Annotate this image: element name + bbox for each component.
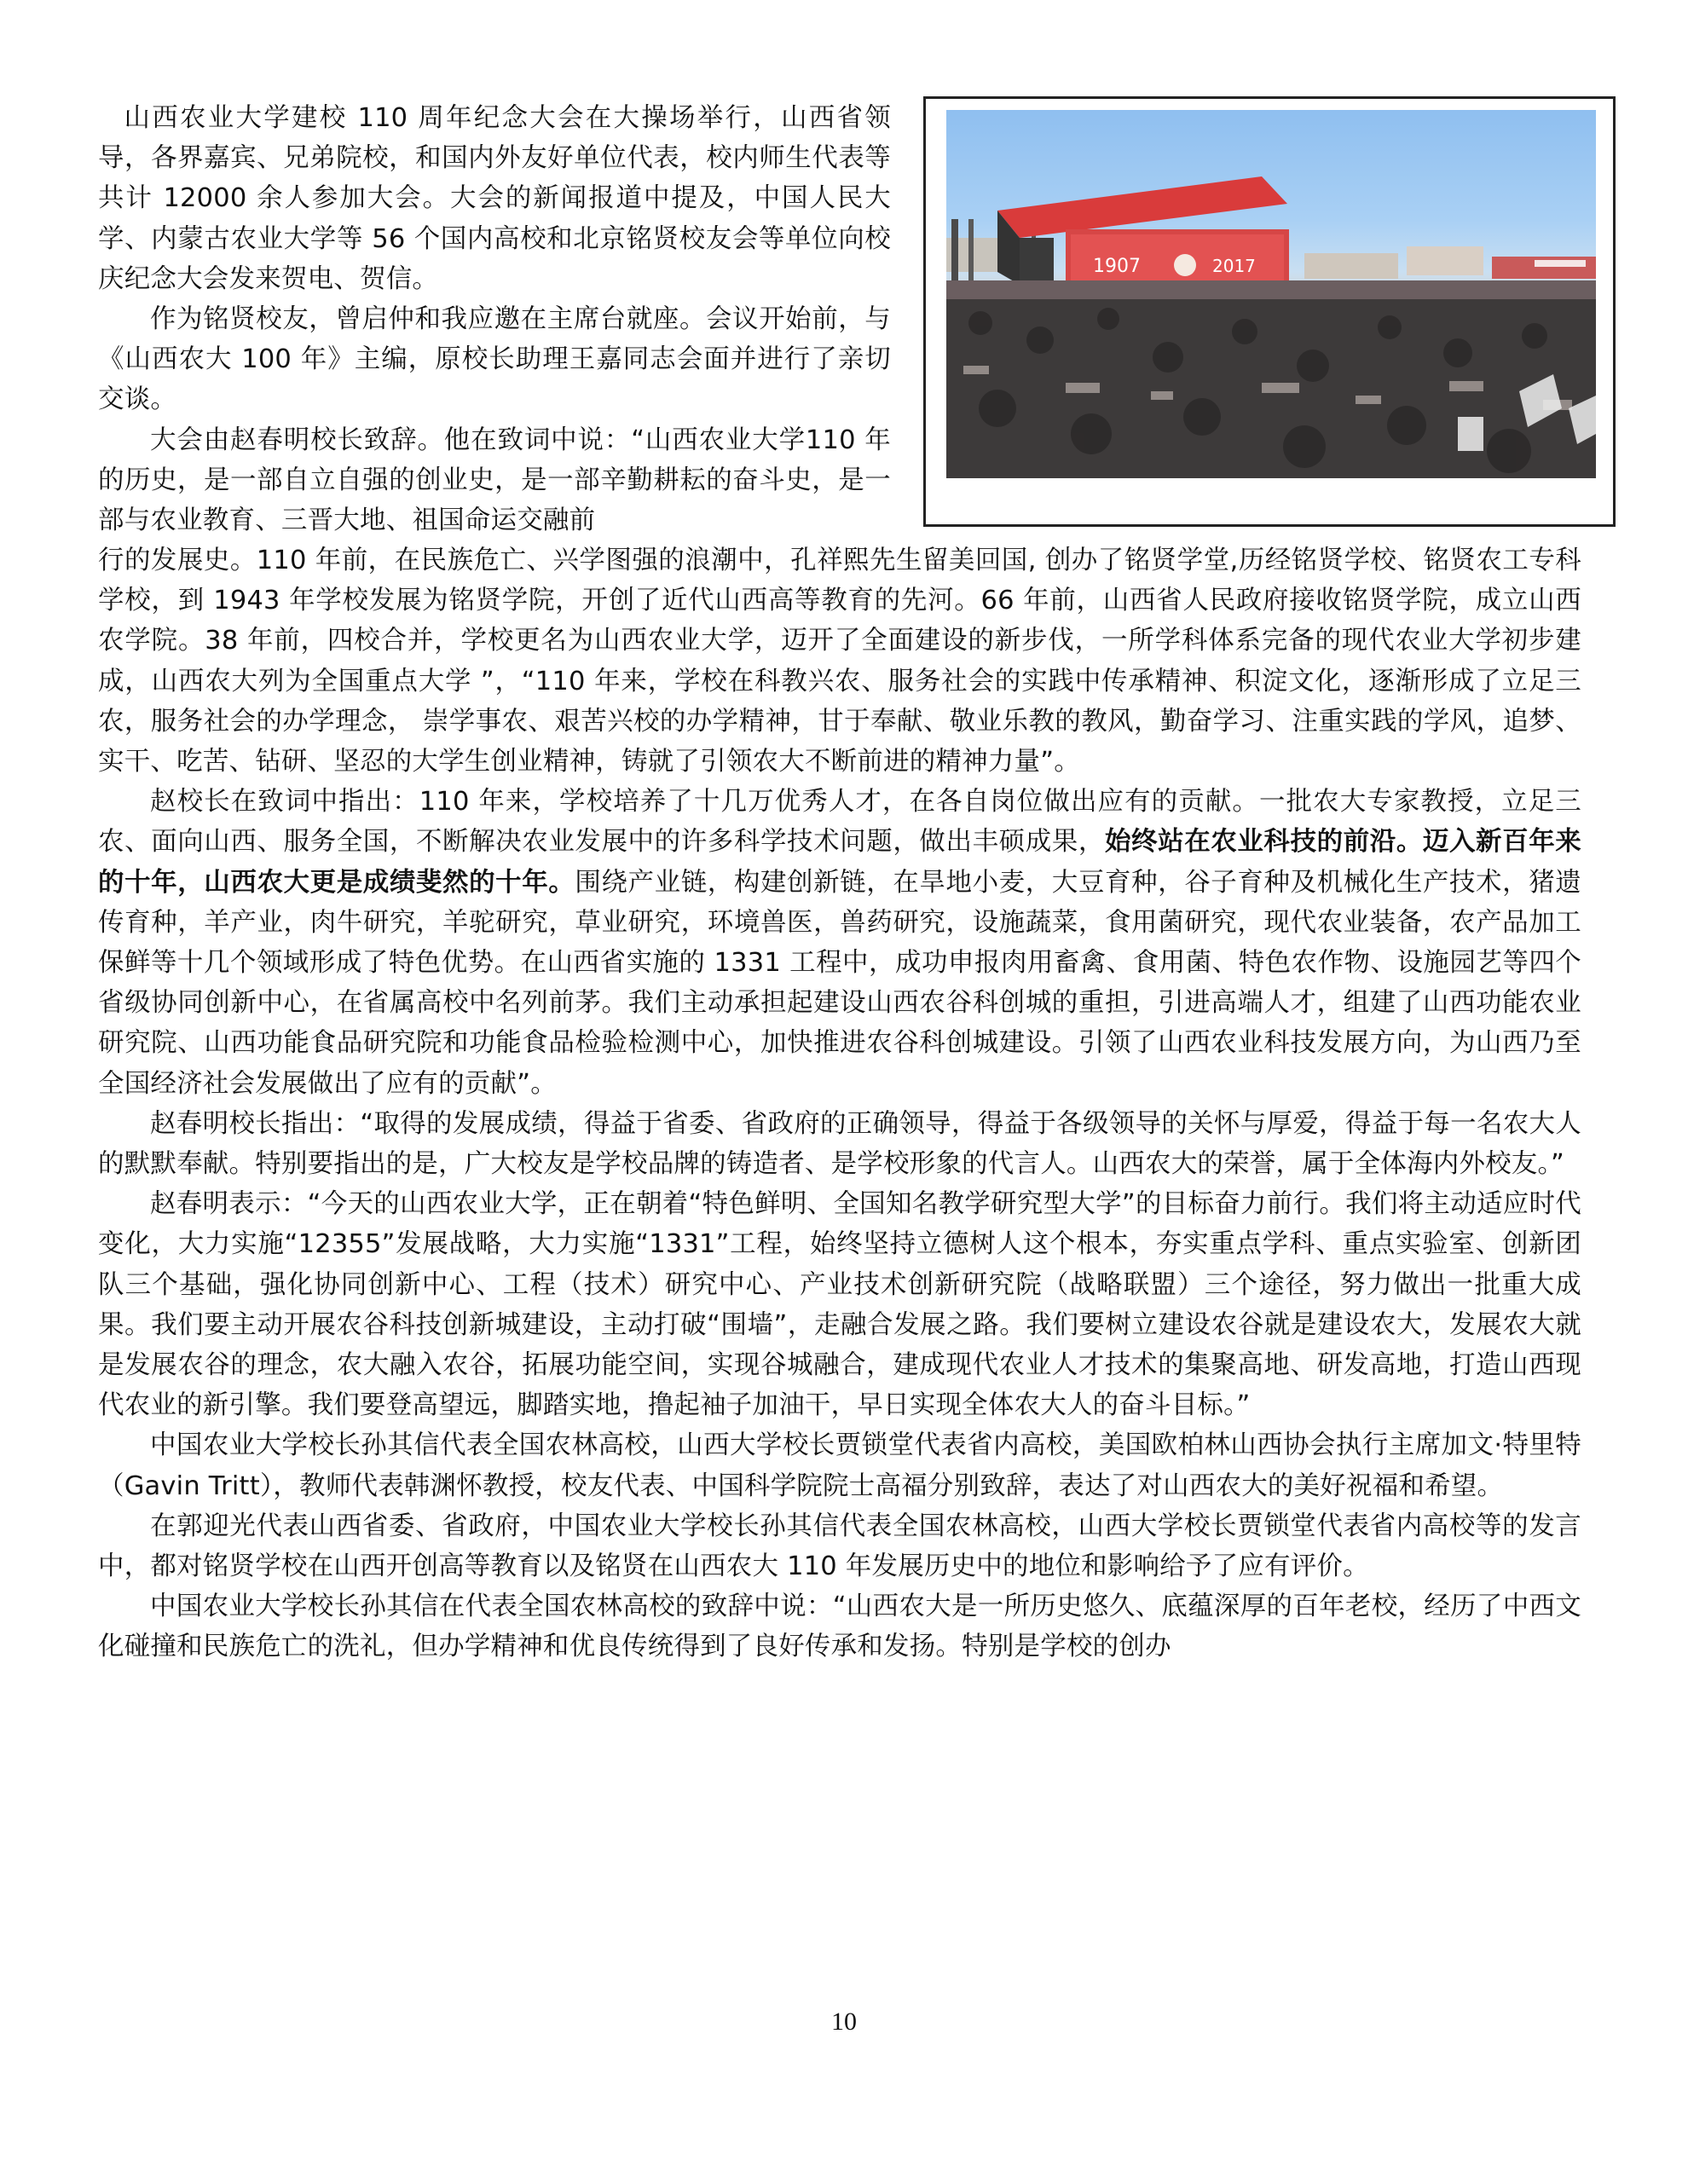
main-text-body	[98, 540, 1581, 1667]
paragraph-4-part-a: 赵校长在致词中指出：110 年来，学校培养了十几万优秀人才，在各自岗位做出应有的贡献。一批农大专家教授，立足三农、面向山西、服务全国，不断解决农业发展中的许多科学技术问题，做出丰硕成果，	[98, 787, 1581, 858]
paragraph-4-emphasis: 始终站在农业科技的前沿。迈入新百年来的十年，山西农大更是成绩斐然的十年。	[98, 827, 1581, 898]
paragraph-8: 在郭迎光代表山西省委、省政府，中国农业大学校长孙其信代表全国农林高校，山西大学校长贾锁堂代表省内高校等的发言中，都对铭贤学校在山西开创高等教育以及铭贤在山西农大 110 年发展历史中的地位和影响给予了应有评价。	[98, 1511, 1581, 1582]
paragraph-9: 中国农业大学校长孙其信在代表全国农林高校的致辞中说：“山西农大是一所历史悠久、底蕴深厚的百年老校，经历了中西文化碰撞和民族危亡的洗礼，但办学精神和优良传统得到了良好传承和发扬。特别是学校的创办	[98, 1592, 1581, 1662]
paragraph-4	[98, 782, 1581, 1104]
wrapped-text-column	[98, 98, 891, 540]
banner-year-left: 1907	[1093, 256, 1141, 277]
paragraph-5: 赵春明校长指出：“取得的发展成绩，得益于省委、省政府的正确领导，得益于各级领导的关怀与厚爱，得益于每一名农大人的默默奉献。特别要指出的是，广大校友是学校品牌的铸造者、是学校形象的代言人。山西农大的荣誉，属于全体海内外校友。”	[98, 1108, 1581, 1180]
ceremony-photo-graphic	[946, 110, 1596, 478]
photo-frame	[923, 96, 1616, 527]
anniversary-ceremony-photo	[946, 110, 1596, 478]
banner-year-right: 2017	[1212, 256, 1256, 276]
paragraph-3-continued: 行的发展史。110 年前，在民族危亡、兴学图强的浪潮中，孔祥熙先生留美回国, 创办了铭贤学堂,历经铭贤学校、铭贤农工专科学校，到 1943 年学校发展为铭贤学院，开创了近代山西高等教育的先河。66 年前，山西省人民政府接收铭贤学院，成立山西农学院。38 年前，四校合并，学校更名为山西农业大学，迈开了全面建设的新步伐，一所学科体系完备的现代农业大学初步建成，山西农大列为全国重点大学 ”，“110 年来，学校在科教兴农、服务社会的实践中传承精神、积淀文化，逐渐形成了立足三农，服务社会的办学理念， 崇学事农、艰苦兴校的办学精神，甘于奉献、敬业乐教的教风，勤奋学习、注重实践的学风，追梦、实干、吃苦、钻研、坚忍的大学生创业精神，铸就了引领农大不断前进的精神力量”。	[98, 546, 1581, 777]
paragraph-2: 作为铭贤校友，曾启仲和我应邀在主席台就座。会议开始前，与《山西农大 100 年》主编，原校长助理王嘉同志会面并进行了亲切交谈。	[98, 304, 891, 415]
paragraph-3-top: 大会由赵春明校长致辞。他在致词中说：“山西农业大学110 年的历史，是一部自立自强的创业史，是一部辛勤耕耘的奋斗史，是一部与农业教育、三晋大地、祖国命运交融前	[98, 425, 891, 536]
paragraph-7: 中国农业大学校长孙其信代表全国农林高校，山西大学校长贾锁堂代表省内高校，美国欧柏林山西协会执行主席加文·特里特（Gavin Tritt），教师代表韩渊怀教授，校友代表、中国科学院院士高福分别致辞，表达了对山西农大的美好祝福和希望。	[98, 1430, 1581, 1501]
paragraph-1: 山西农业大学建校 110 周年纪念大会在大操场举行，山西省领导，各界嘉宾、兄弟院校，和国内外友好单位代表，校内师生代表等共计 12000 余人参加大会。大会的新闻报道中提及，中国人民大学、内蒙古农业大学等 56 个国内高校和北京铭贤校友会等单位向校庆纪念大会发来贺电、贺信。	[98, 103, 891, 294]
paragraph-6: 赵春明表示：“今天的山西农业大学，正在朝着“特色鲜明、全国知名教学研究型大学”的目标奋力前行。我们将主动适应时代变化，大力实施“12355”发展战略，大力实施“1331”工程，始终坚持立德树人这个根本，夯实重点学科、重点实验室、创新团队三个基础，强化协同创新中心、工程（技术）研究中心、产业技术创新研究院（战略联盟）三个途径，努力做出一批重大成果。我们要主动开展农谷科技创新城建设，主动打破“围墙”，走融合发展之路。我们要树立建设农谷就是建设农大，发展农大就是发展农谷的理念，农大融入农谷，拓展功能空间，实现谷城融合，建成现代农业人才技术的集聚高地、研发高地，打造山西现代农业的新引擎。我们要登高望远，脚踏实地，撸起袖子加油干，早日实现全体农大人的奋斗目标。”	[98, 1189, 1581, 1421]
page-number: 10	[831, 2008, 857, 2036]
paragraph-4-part-b: 围绕产业链，构建创新链，在旱地小麦，大豆育种，谷子育种及机械化生产技术，猪遗传育种，羊产业，肉牛研究，羊驼研究，草业研究，环境兽医，兽药研究，设施蔬菜，食用菌研究，现代农业装备，农产品加工保鲜等十几个领域形成了特色优势。在山西省实施的 1331 工程中，成功申报肉用畜禽、食用菌、特色农作物、设施园艺等四个省级协同创新中心，在省属高校中名列前茅。我们主动承担起建设山西农谷科创城的重担，引进高端人才，组建了山西功能农业研究院、山西功能食品研究院和功能食品检验检测中心，加快推进农谷科创城建设。引领了山西农业科技发展方向，为山西乃至全国经济社会发展做出了应有的贡献”。	[98, 867, 1581, 1099]
